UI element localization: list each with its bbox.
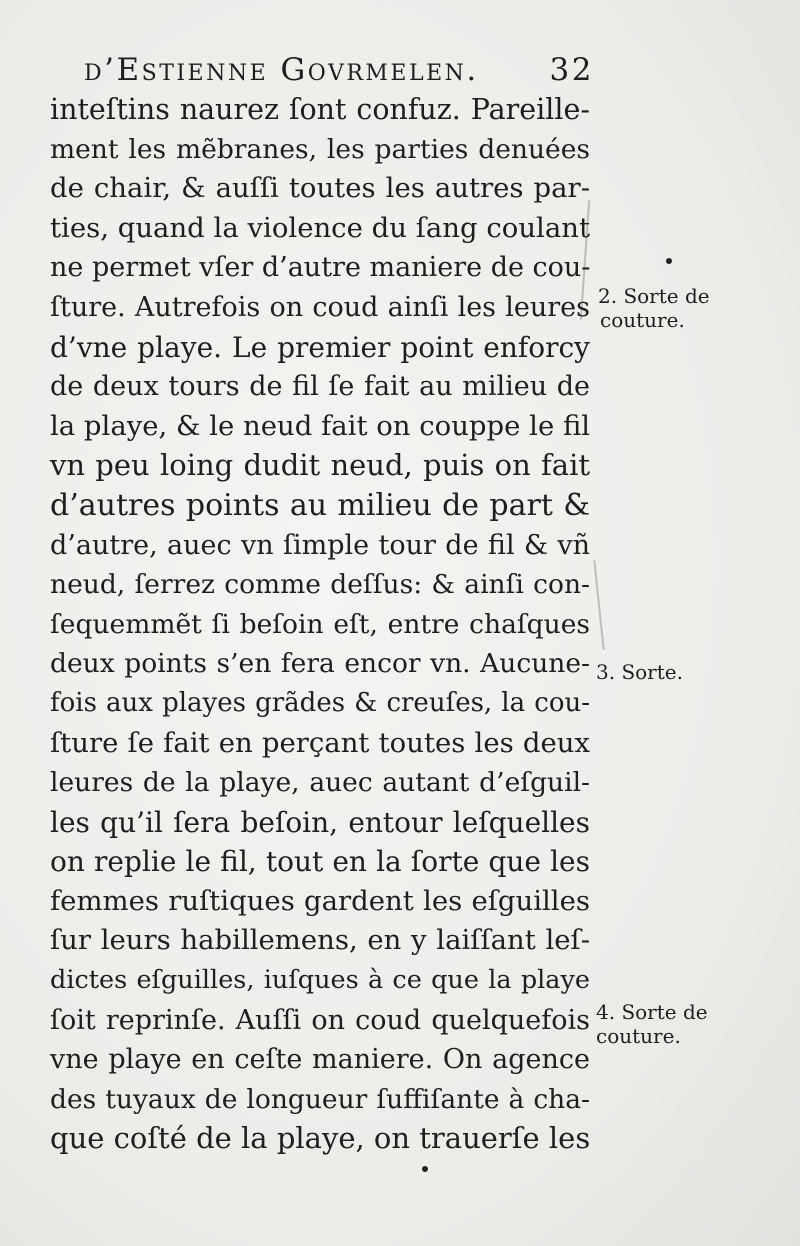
text-line: ties, quand la violence du ſang coulant xyxy=(50,211,590,244)
text-line: ment les mẽbranes, les parties denuées xyxy=(50,133,590,165)
text-line: d’vne playe. Le premier point enforcy xyxy=(50,330,590,364)
text-line: que coſté de la playe, on trauerſe les xyxy=(50,1121,591,1156)
text-line: ſequemmẽt ſi beſoin eſt, entre chaſques xyxy=(50,608,590,640)
text-line: fois aux playes grãdes & creuſes, la cou- xyxy=(50,687,590,718)
text-line: de deux tours de fil ſe fait au milieu de xyxy=(50,371,590,403)
text-line: les qu’il ſera beſoin, entour leſquelles xyxy=(50,805,590,839)
text-line: femmes ruſtiques gardent les eſguilles xyxy=(50,884,590,917)
text-line: la playe, & le neud fait on couppe le fil xyxy=(50,409,591,442)
text-line: vne playe en ceſte maniere. On agence xyxy=(50,1044,590,1076)
paper-crease xyxy=(593,560,604,650)
ink-speck xyxy=(666,258,672,264)
text-line: d’autres points au milieu de part & xyxy=(50,487,590,523)
text-line: des tuyaux de longueur ſuffiſante à cha- xyxy=(50,1083,590,1115)
text-line: inteſtins naurez ſont confuz. Pareille- xyxy=(50,93,590,126)
ink-speck xyxy=(422,1166,428,1172)
margin-note-line: couture. xyxy=(600,308,685,332)
text-line: deux points s’en fera encor vn. Aucune- xyxy=(50,648,590,680)
margin-note-line: 4. Sorte de xyxy=(596,1000,708,1024)
text-line: ſture ſe fait en perçant toutes les deux xyxy=(50,726,590,759)
text-line: ſture. Autrefois on coud ainſi les leures xyxy=(50,291,590,323)
margin-note-sorte-3 xyxy=(596,660,683,684)
margin-note-sorte-4 xyxy=(596,1000,708,1048)
margin-note-line: 3. Sorte. xyxy=(596,660,683,684)
text-line: neud, ſerrez comme deſſus: & ainſi con- xyxy=(50,569,590,601)
text-line: dictes eſguilles, iuſques à ce que la playe xyxy=(50,965,590,996)
text-line: leures de la playe, auec autant d’eſguil- xyxy=(50,767,590,799)
text-line: ſoit reprinſe. Auſſi on coud quelquefois xyxy=(50,1004,590,1036)
margin-note-sorte-2 xyxy=(598,284,710,332)
text-line: ſur leurs habillemens, en y laiſſant leſ- xyxy=(50,924,590,957)
text-line: on replie le fil, tout en la ſorte que les xyxy=(50,845,590,879)
text-line: ne permet vſer d’autre maniere de cou- xyxy=(50,252,591,284)
margin-note-line: couture. xyxy=(596,1024,681,1048)
margin-note-line: 2. Sorte de xyxy=(598,284,710,308)
running-title: d’Estienne Govrmelen. xyxy=(84,52,479,88)
page-number: 32 xyxy=(549,52,594,88)
body-text xyxy=(50,90,590,1159)
text-line: d’autre, auec vn ſimple tour de fil & vñ xyxy=(50,529,590,561)
text-line: vn peu loing dudit neud, puis on fait xyxy=(50,448,590,483)
text-line: de chair, & auſſi toutes les autres par- xyxy=(50,172,590,205)
